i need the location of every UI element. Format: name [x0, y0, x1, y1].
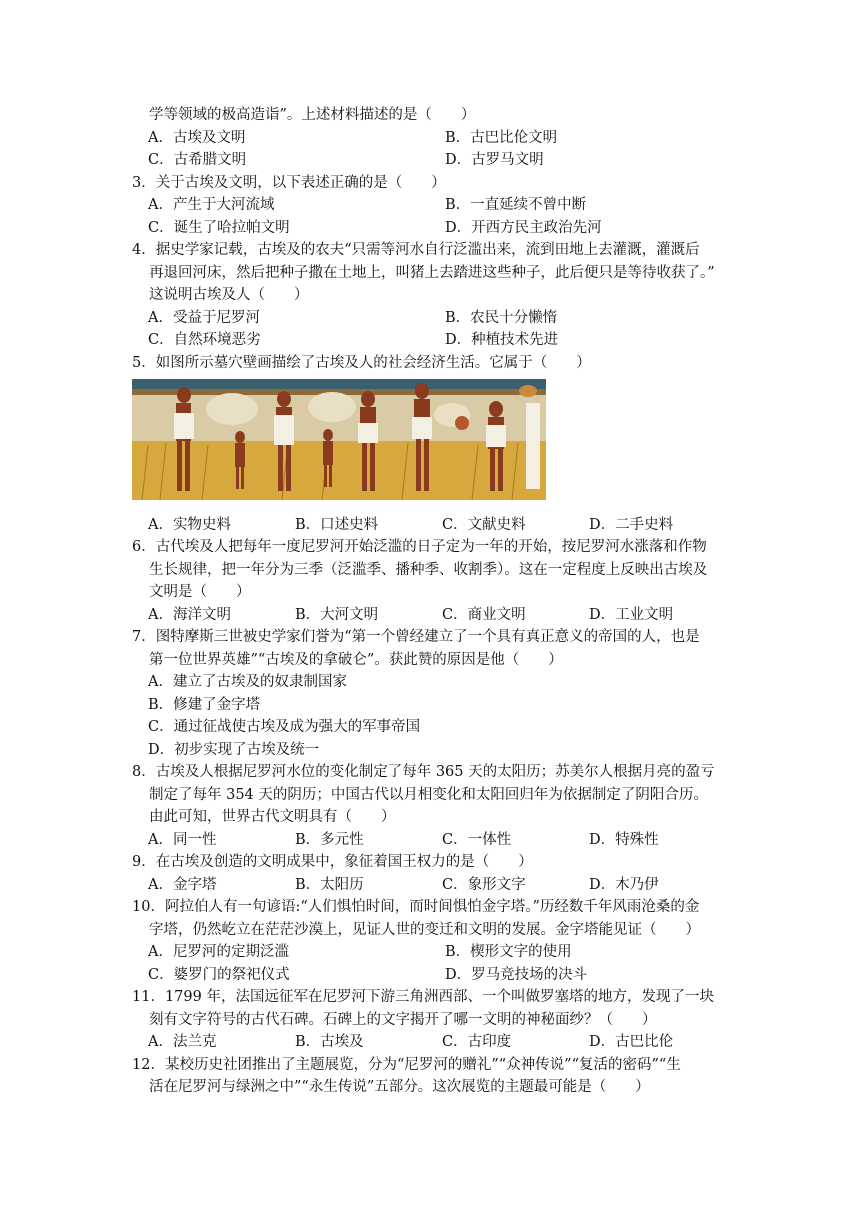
option: B．农民十分懒惰 — [445, 309, 558, 326]
q7-stem-line2: 第一位世界英雄”“古埃及的拿破仑”。获此赞的原因是他（ ） — [149, 651, 563, 668]
option: B．太阳历 — [295, 876, 364, 893]
option: C．象形文字 — [442, 876, 526, 893]
q12-stem-line1: 12．某校历史社团推出了主题展览，分为“尼罗河的赠礼”“众神传说”“复活的密码”“生 — [132, 1056, 681, 1073]
option: D．初步实现了古埃及统一 — [148, 741, 320, 758]
option: A．产生于大河流域 — [148, 197, 275, 213]
q9-stem: 9．在古埃及创造的文明成果中，象征着国王权力的是（ ） — [132, 854, 533, 870]
option: D．罗马竞技场的决斗 — [445, 966, 588, 983]
option: A．建立了古埃及的奴隶制国家 — [148, 674, 347, 690]
q5-stem: 5．如图所示墓穴壁画描绘了古埃及人的社会经济生活。它属于（ ） — [132, 354, 591, 371]
option: B．多元性 — [295, 831, 364, 848]
option: D．二手史料 — [589, 516, 674, 533]
option: D．开西方民主政治先河 — [445, 219, 602, 236]
q3-stem: 3．关于古埃及文明，以下表述正确的是（ ） — [132, 174, 446, 191]
option: D．古巴比伦 — [589, 1034, 674, 1050]
option: A．金字塔 — [148, 876, 217, 893]
option: D．工业文明 — [589, 606, 674, 623]
q3-options-row2 — [132, 217, 742, 240]
option: C．文献史料 — [442, 516, 526, 533]
option: C．古希腊文明 — [148, 152, 247, 168]
q10-options-row2 — [132, 964, 742, 987]
option: A．海洋文明 — [148, 606, 231, 623]
option: C．婆罗门的祭祀仪式 — [148, 966, 290, 983]
option: B．古巴比伦文明 — [445, 129, 558, 146]
option: A．尼罗河的定期泛滥 — [148, 944, 289, 960]
q2-options-row1 — [132, 127, 742, 150]
option: D．种植技术先进 — [445, 332, 559, 348]
q10-stem-line1: 10．阿拉伯人有一句谚语:“人们惧怕时间，而时间惧怕金字塔。”历经数千年风雨沧桑的金 — [132, 899, 700, 915]
q6-stem-line3: 文明是（ ） — [149, 584, 251, 600]
q4-options-row2 — [132, 329, 742, 352]
option: C．一体性 — [442, 831, 512, 848]
q11-options — [132, 1031, 742, 1054]
q4-stem-line2: 再退回河床，然后把种子撒在土地上，叫猪上去踏进这些种子，此后便只是等待收获了。” — [149, 264, 715, 281]
option: B．修建了金字塔 — [148, 696, 261, 713]
q4-stem-line1: 4．据史学家记载，古埃及的农夫“只需等河水自行泛滥出来，流到田地上去灌溉，灌溉后 — [132, 242, 700, 258]
option: A．同一性 — [148, 831, 217, 848]
option: D．古罗马文明 — [445, 152, 544, 168]
q8-options — [132, 829, 742, 852]
q8-stem-line2: 制定了每年 354 天的阴历；中国古代以月相变化和太阳回归年为依据制定了阴阳合历。 — [149, 786, 708, 803]
q6-options — [132, 604, 742, 627]
q10-options-row1 — [132, 941, 742, 964]
q5-options — [132, 514, 742, 537]
q4-stem-line3: 这说明古埃及人（ ） — [149, 287, 309, 303]
option: A．受益于尼罗河 — [148, 309, 260, 326]
q7-stem-line1: 7．图特摩斯三世被史学家们誉为“第一个曾经建立了一个具有真正意义的帝国的人，也是 — [132, 629, 700, 645]
q6-stem-line2: 生长规律，把一年分为三季（泛滥季、播种季、收割季）。这在一定程度上反映出古埃及 — [149, 561, 708, 578]
q3-options-row1 — [132, 194, 742, 217]
q4-options-row1 — [132, 307, 742, 330]
question-list — [132, 104, 742, 1099]
tomb-mural-image — [132, 379, 546, 500]
option: A．法兰克 — [148, 1034, 217, 1050]
q10-stem-line2: 字塔，仍然屹立在茫茫沙漠上，见证人世的变迁和文明的发展。金字塔能见证（ ） — [149, 921, 700, 938]
option: C．通过征战使古埃及成为强大的军事帝国 — [148, 719, 421, 735]
q2-options-row2 — [132, 149, 742, 172]
option: D．特殊性 — [589, 831, 659, 848]
option: B．楔形文字的使用 — [445, 944, 572, 960]
q11-stem-line1: 11．1799 年，法国远征军在尼罗河下游三角洲西部、一个叫做罗塞塔的地方，发现了一块 — [132, 989, 714, 1005]
option: D．木乃伊 — [589, 876, 659, 893]
q12-stem-line2: 活在尼罗河与绿洲之中”“永生传说”五部分。这次展览的主题最可能是（ ） — [149, 1079, 650, 1095]
option: C．商业文明 — [442, 606, 526, 623]
q9-options — [132, 874, 742, 897]
option: A．实物史料 — [148, 516, 231, 533]
option: B．大河文明 — [295, 606, 379, 623]
option: C．自然环境恶劣 — [148, 332, 261, 348]
q8-stem-line3: 由此可知，世界古代文明具有（ ） — [149, 809, 396, 825]
option: C．诞生了哈拉帕文明 — [148, 219, 290, 236]
q6-stem-line1: 6．古代埃及人把每年一度尼罗河开始泛滥的日子定为一年的开始，按尼罗河水涨落和作物 — [132, 539, 707, 555]
q8-stem-line1: 8．古埃及人根据尼罗河水位的变化制定了每年 365 天的太阳历；苏美尔人根据月亮的盈亏 — [132, 764, 715, 780]
option: B．口述史料 — [295, 516, 379, 533]
option: B．古埃及 — [295, 1034, 364, 1050]
q1-stem-tail: 学等领域的极高造诣”。上述材料描述的是（ ） — [149, 107, 476, 123]
q11-stem-line2: 刻有文字符号的古代石碑。石碑上的文字揭开了哪一文明的神秘面纱？（ ） — [149, 1011, 657, 1028]
option: B．一直延续不曾中断 — [445, 197, 587, 213]
option: A．古埃及文明 — [148, 129, 246, 146]
option: C．古印度 — [442, 1034, 512, 1050]
